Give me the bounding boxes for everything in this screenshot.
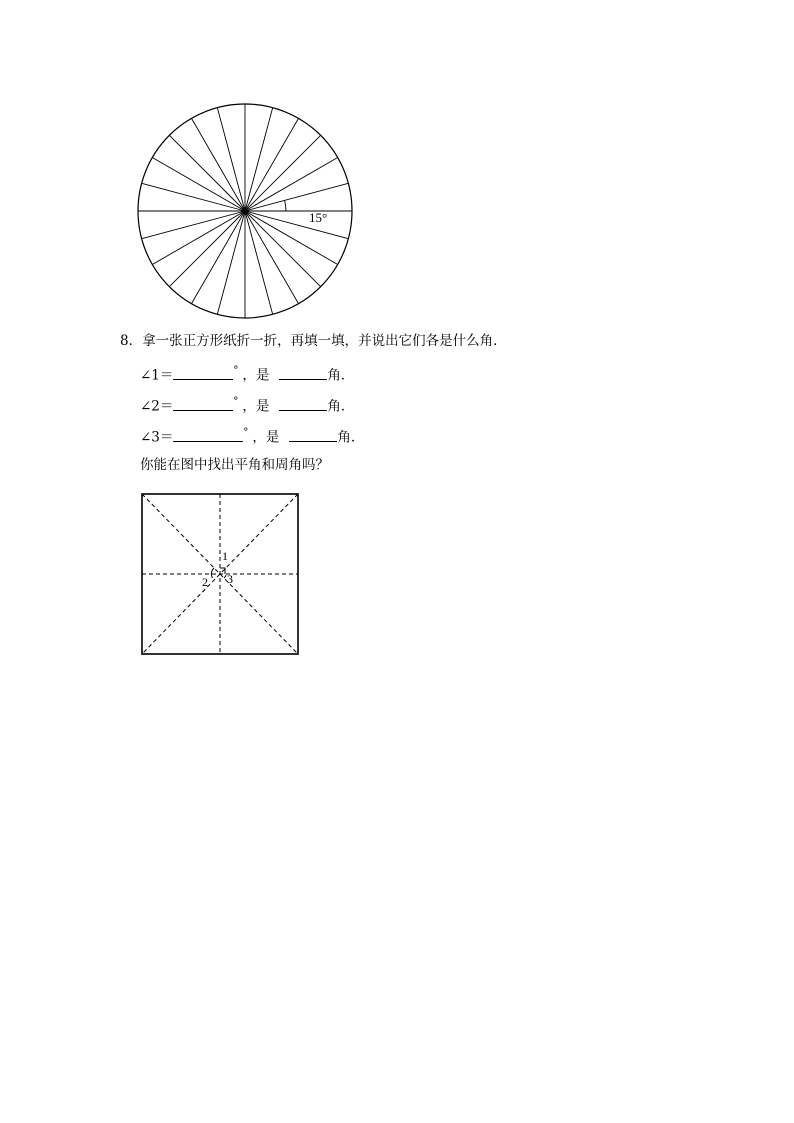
folded-square-figure	[138, 490, 302, 658]
circle-spoke	[192, 118, 246, 211]
square-label-1: 1	[222, 549, 228, 563]
angle-2-sep: ，是	[242, 398, 270, 415]
angle-2-suffix: 角．	[327, 398, 355, 415]
circle-spoke	[217, 211, 245, 314]
circle-sector-figure	[136, 102, 354, 320]
fold-lines	[142, 494, 298, 654]
circle-spoke	[245, 118, 299, 211]
circle-spoke	[245, 108, 273, 211]
circle-spoke	[142, 183, 245, 211]
angle-3-degree-blank[interactable]	[173, 427, 243, 442]
question-8-ask: 你能在图中找出平角和周角吗？	[140, 457, 329, 473]
question-8-title: 8．拿一张正方形纸折一折，再填一填，并说出它们各是什么角．	[120, 333, 507, 349]
angle-1-name: ∠1＝	[140, 367, 174, 384]
circle-spoke	[245, 158, 338, 212]
angle-arc	[285, 200, 286, 211]
angle-2-row	[140, 394, 354, 416]
angle-3-type-blank[interactable]	[289, 427, 337, 442]
angle-1-suffix: 角．	[327, 367, 355, 384]
angle-3-row	[140, 425, 364, 447]
square-label-3: 3	[227, 572, 233, 586]
circle-spoke	[245, 211, 348, 239]
square-label-2: 2	[202, 575, 208, 589]
circle-spoke	[152, 211, 245, 265]
angle-2-name: ∠2＝	[140, 398, 174, 415]
angle-1-degree-blank[interactable]	[173, 365, 233, 380]
circle-spoke	[245, 211, 299, 304]
circle-spoke	[169, 211, 245, 287]
angle-2-degree-blank[interactable]	[173, 396, 233, 411]
angle-label: 15°	[309, 210, 328, 225]
angle-1-row	[140, 363, 354, 385]
angle-3-name: ∠3＝	[140, 429, 174, 446]
circle-spoke	[217, 108, 245, 211]
circle-spoke	[142, 211, 245, 239]
angle-1-degree-mark: °	[233, 365, 239, 376]
angle-3-degree-mark: °	[243, 427, 249, 438]
angle-1-type-blank[interactable]	[279, 365, 327, 380]
circle-spoke	[152, 158, 245, 212]
angle-2-arc	[211, 568, 214, 578]
circle-spoke	[245, 211, 273, 314]
circle-spoke	[169, 135, 245, 211]
angle-1-sep: ，是	[242, 367, 270, 384]
angle-3-sep: ，是	[252, 429, 280, 446]
circle-spoke	[245, 135, 321, 211]
angle-2-degree-mark: °	[233, 396, 239, 407]
circle-spoke	[245, 183, 348, 211]
angle-2-type-blank[interactable]	[279, 396, 327, 411]
angle-3-suffix: 角．	[337, 429, 365, 446]
angle-3-arc	[224, 575, 226, 578]
circle-spoke	[192, 211, 246, 304]
